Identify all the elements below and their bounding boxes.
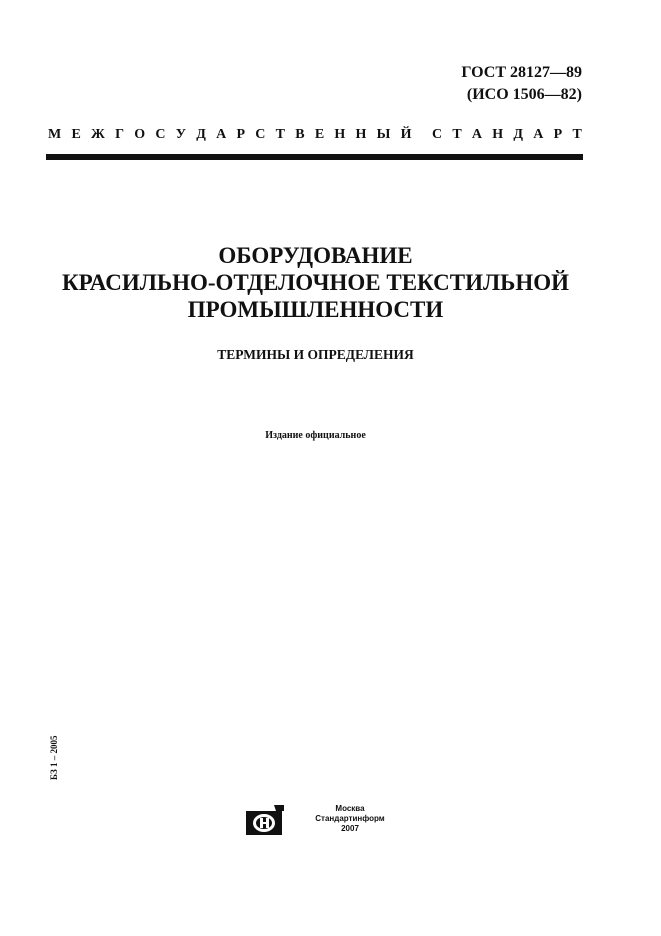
banner-letter: Ж: [91, 127, 105, 142]
banner-letter: Ы: [376, 127, 391, 142]
banner-letter: Е: [314, 127, 325, 142]
edition-label: Издание официальное: [265, 430, 366, 441]
banner-letter: А: [533, 127, 544, 142]
banner-letter: Н: [334, 127, 346, 142]
title-line-3: ПРОМЫШЛЕННОСТИ: [187, 297, 444, 322]
publisher-name: Стандартинформ: [315, 814, 385, 823]
banner-letter: А: [471, 127, 483, 142]
banner-letter: В: [295, 127, 305, 142]
banner-letter: С: [255, 127, 266, 142]
banner-letter: У: [175, 127, 187, 142]
banner-letter: Н: [355, 127, 367, 142]
interstate-standard-banner: [48, 127, 582, 143]
document-title: [30, 242, 601, 323]
banner-letter: С: [155, 127, 166, 142]
document-code: [461, 62, 582, 106]
banner-letter: Р: [553, 127, 563, 142]
banner-letter: Т: [275, 127, 285, 142]
banner-letter: О: [134, 127, 146, 142]
banner-letter: Д: [513, 127, 524, 142]
banner-letter: Е: [71, 127, 81, 142]
publisher-year: 2007: [341, 824, 359, 833]
banner-letter: М: [48, 127, 62, 142]
banner-letter: Р: [236, 127, 246, 142]
title-line-2: КРАСИЛЬНО-ОТДЕЛОЧНОЕ ТЕКСТИЛЬНОЙ: [61, 270, 570, 295]
iso-number: (ИСО 1506—82): [466, 86, 582, 103]
banner-letter: Т: [572, 127, 582, 142]
banner-letter: С: [431, 127, 443, 142]
banner-letter: Н: [492, 127, 504, 142]
publisher-city: Москва: [335, 804, 365, 813]
banner-letter: А: [216, 127, 227, 142]
gost-number: ГОСТ 28127—89: [461, 64, 582, 81]
document-subtitle: ТЕРМИНЫ И ОПРЕДЕЛЕНИЯ: [217, 347, 414, 362]
banner-letter: Г: [115, 127, 125, 142]
banner-letter: Т: [452, 127, 462, 142]
banner-letter: Д: [196, 127, 206, 142]
header-rule: [46, 154, 583, 160]
side-code: БЗ 1 – 2005: [49, 735, 59, 780]
publisher-logo-icon: [246, 805, 284, 837]
banner-letter: Й: [400, 127, 412, 142]
publisher-info: [300, 804, 400, 834]
title-line-1: ОБОРУДОВАНИЕ: [218, 243, 413, 268]
